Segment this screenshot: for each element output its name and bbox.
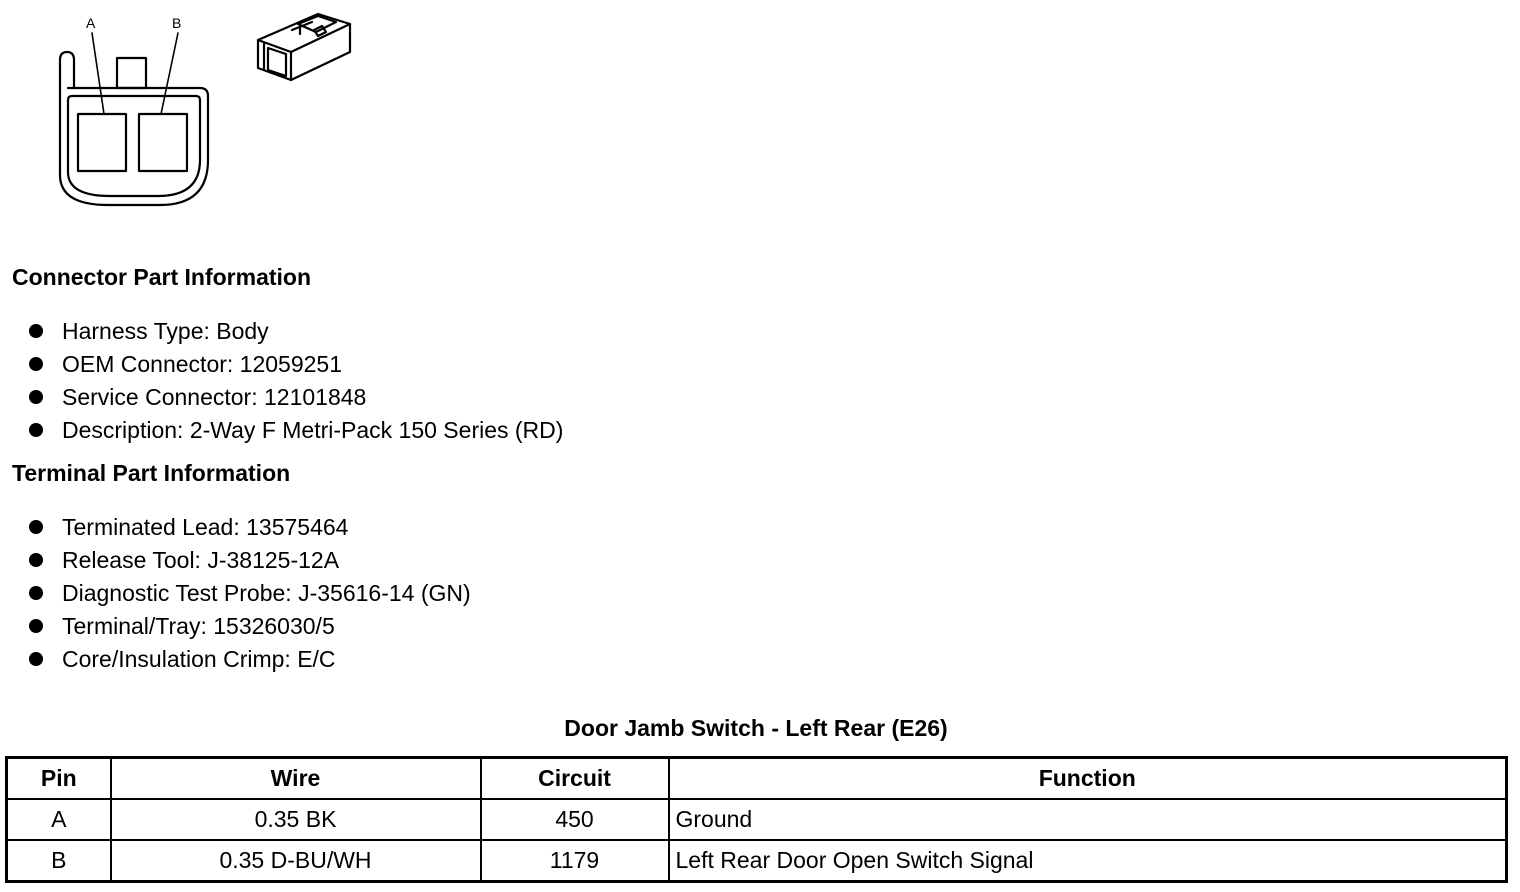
connector-illustration bbox=[0, 0, 380, 220]
list-item: Core/Insulation Crimp: E/C bbox=[0, 643, 471, 676]
bullet-icon bbox=[29, 390, 43, 404]
list-item: Description: 2-Way F Metri-Pack 150 Series (RD) bbox=[0, 414, 563, 447]
connector-isometric-view bbox=[258, 14, 350, 80]
pin-label-a: A bbox=[86, 15, 96, 31]
cell-function: Left Rear Door Open Switch Signal bbox=[669, 840, 1507, 882]
list-item: Terminated Lead: 13575464 bbox=[0, 511, 471, 544]
pin-table bbox=[5, 756, 1508, 883]
bullet-icon bbox=[29, 553, 43, 567]
table-row bbox=[7, 799, 1507, 840]
cell-circuit: 450 bbox=[481, 799, 669, 840]
connector-face-view bbox=[60, 33, 208, 205]
cell-pin: A bbox=[7, 799, 111, 840]
cell-function: Ground bbox=[669, 799, 1507, 840]
column-header-function: Function bbox=[669, 758, 1507, 800]
bullet-icon bbox=[29, 423, 43, 437]
cell-wire: 0.35 BK bbox=[111, 799, 481, 840]
bullet-icon bbox=[29, 586, 43, 600]
list-item: OEM Connector: 12059251 bbox=[0, 348, 563, 381]
terminal-info-heading: Terminal Part Information bbox=[12, 460, 291, 486]
cell-circuit: 1179 bbox=[481, 840, 669, 882]
column-header-circuit: Circuit bbox=[481, 758, 669, 800]
column-header-pin: Pin bbox=[7, 758, 111, 800]
list-item: Harness Type: Body bbox=[0, 315, 563, 348]
bullet-icon bbox=[29, 619, 43, 633]
bullet-icon bbox=[29, 520, 43, 534]
list-item: Release Tool: J-38125-12A bbox=[0, 544, 471, 577]
cell-wire: 0.35 D-BU/WH bbox=[111, 840, 481, 882]
cell-pin: B bbox=[7, 840, 111, 882]
table-title: Door Jamb Switch - Left Rear (E26) bbox=[564, 715, 948, 741]
bullet-icon bbox=[29, 357, 43, 371]
pin-label-b: B bbox=[172, 15, 182, 31]
list-item: Terminal/Tray: 15326030/5 bbox=[0, 610, 471, 643]
table-header-row bbox=[7, 758, 1507, 800]
column-header-wire: Wire bbox=[111, 758, 481, 800]
bullet-icon bbox=[29, 652, 43, 666]
terminal-info-list bbox=[0, 511, 471, 676]
connector-info-list bbox=[0, 315, 563, 447]
table-row bbox=[7, 840, 1507, 882]
connector-info-heading: Connector Part Information bbox=[12, 264, 312, 290]
list-item: Diagnostic Test Probe: J-35616-14 (GN) bbox=[0, 577, 471, 610]
list-item: Service Connector: 12101848 bbox=[0, 381, 563, 414]
bullet-icon bbox=[29, 324, 43, 338]
